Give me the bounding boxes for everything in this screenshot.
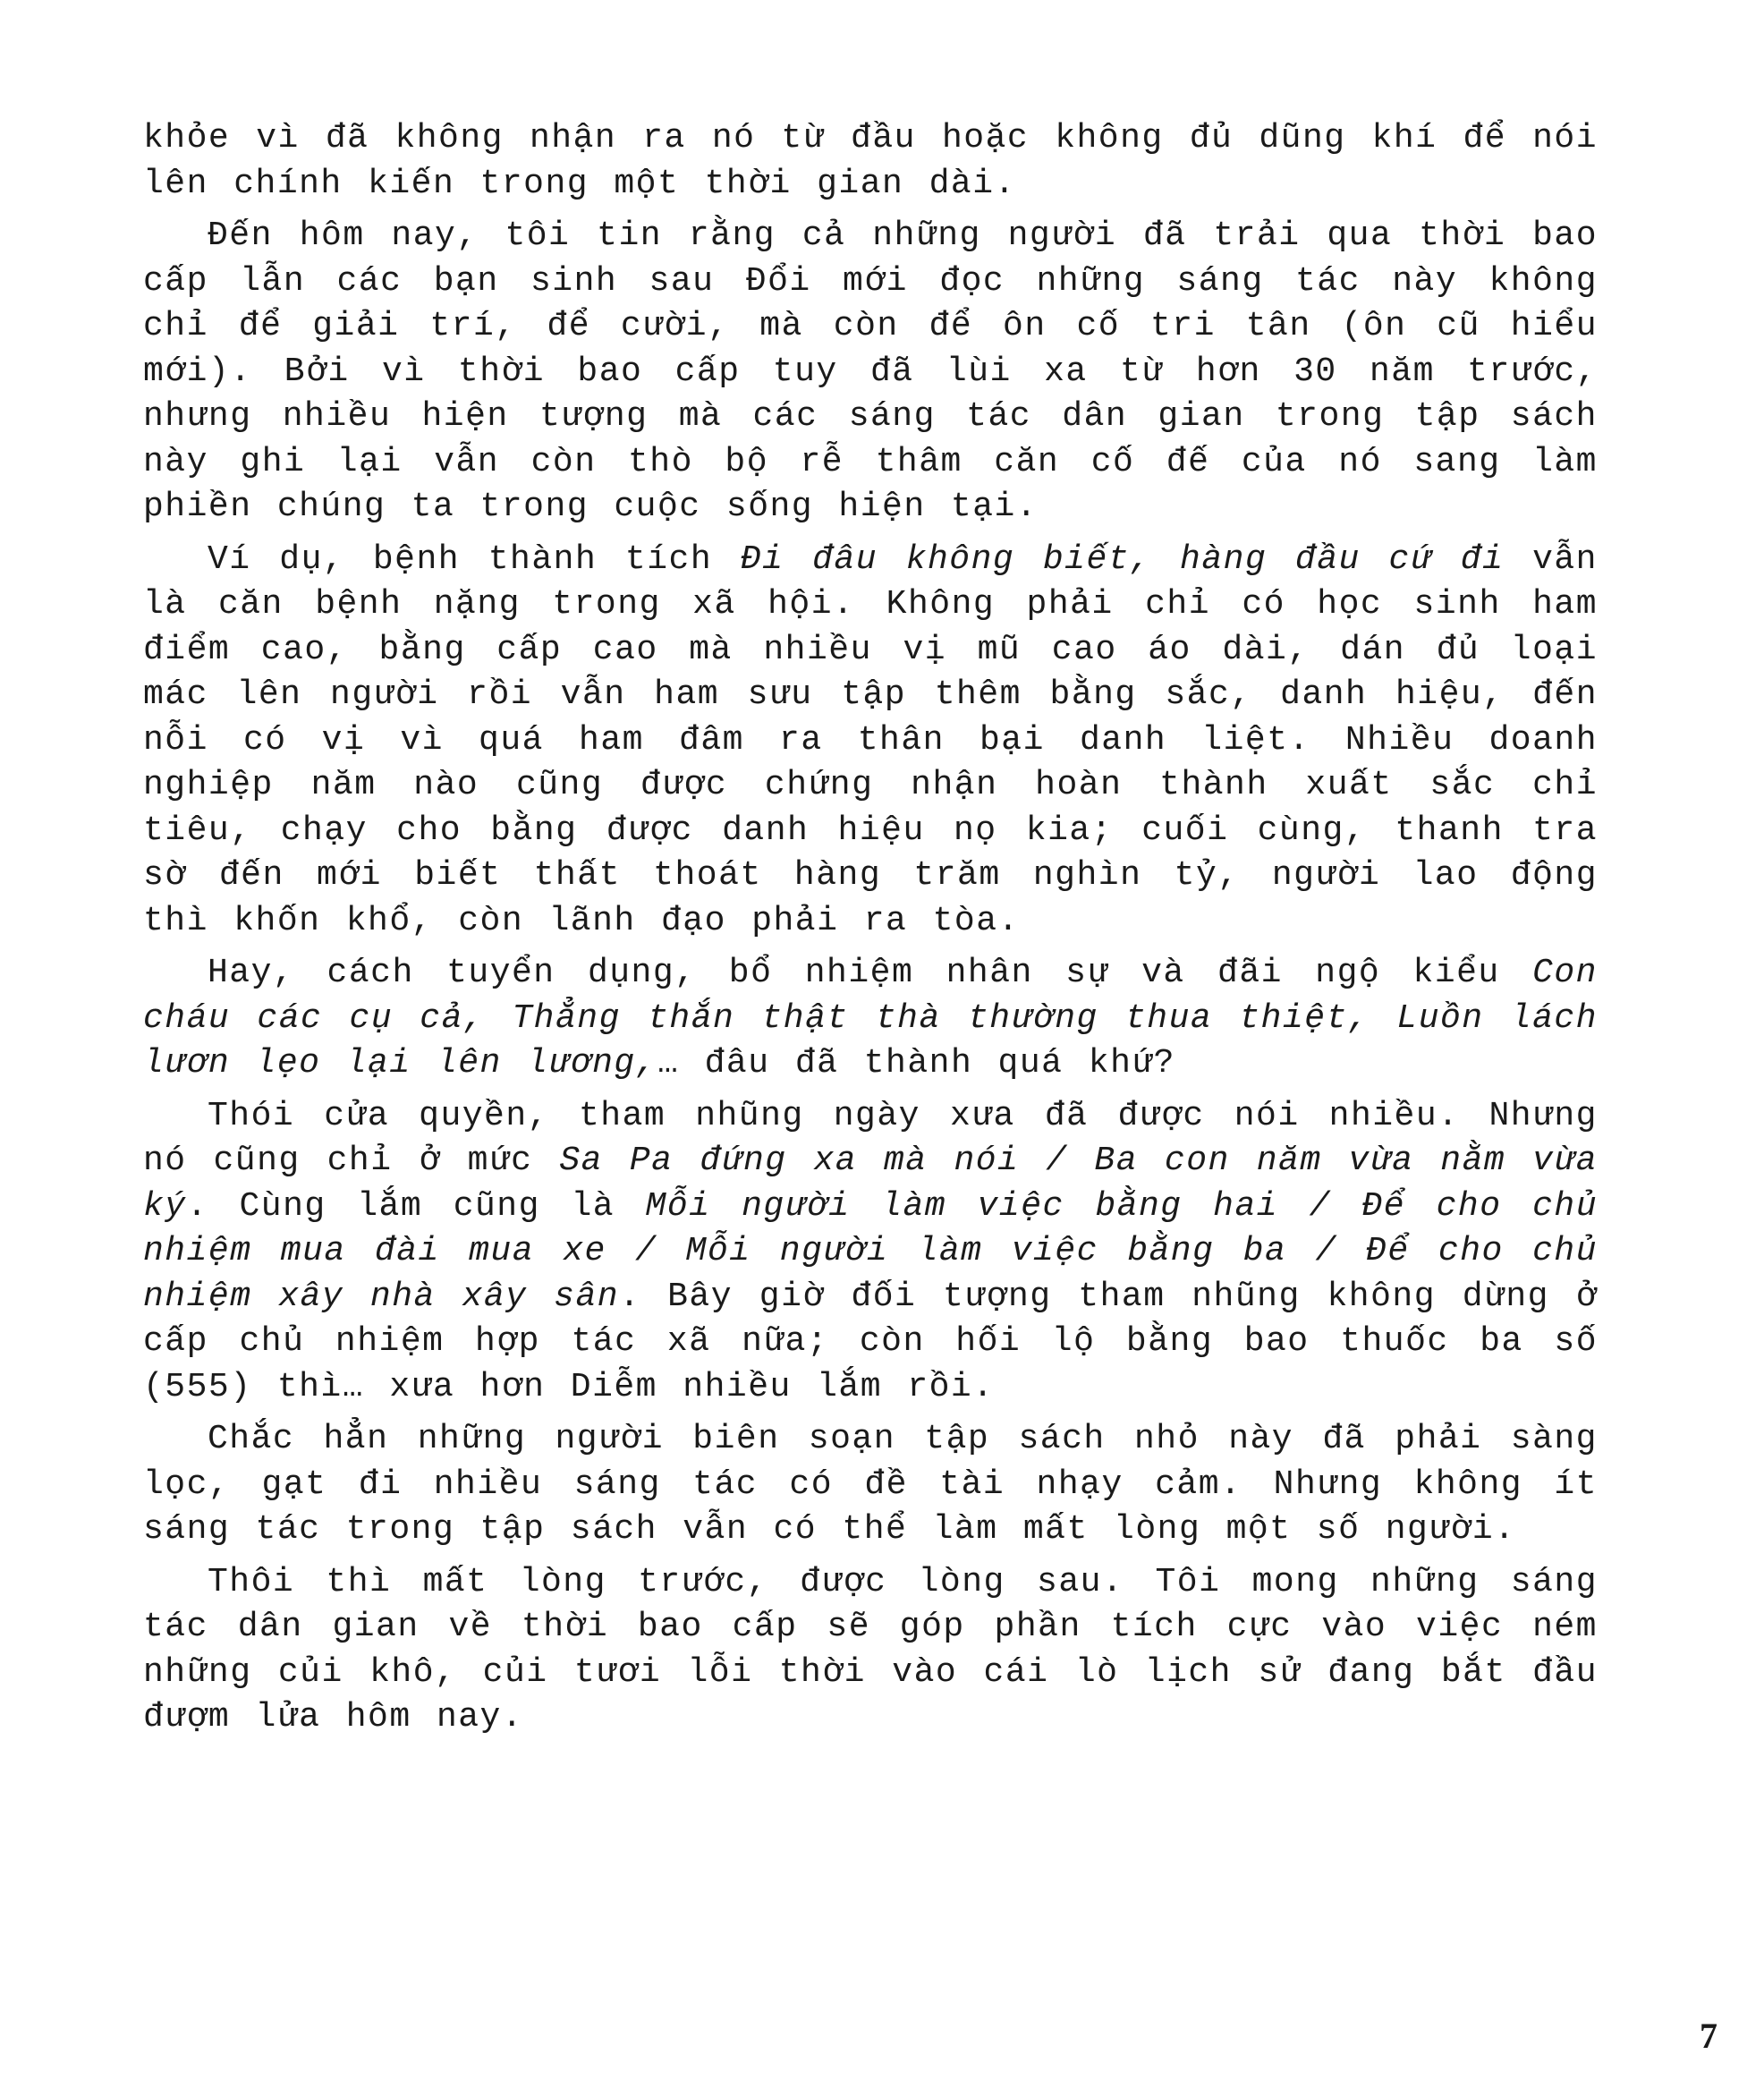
text-span: . Cùng lắm cũng là bbox=[186, 1186, 646, 1226]
text-span: Chắc hẳn những người biên soạn tập sách nhỏ này đã phải sàng lọc, gạt đi nhiều sáng tác có đề tài nhạy cảm. Nhưng không ít sáng tác trong tập sách vẫn có thể làm mất lòng một số người. bbox=[143, 1420, 1598, 1549]
text-span: . Bây giờ đối tượng tham nhũng không dừng ở cấp chủ nhiệm hợp tác xã nữa; còn hối lộ bằng bao thuốc ba số (555) thì… xưa hơn Diễm nhiều lắm rồi. bbox=[143, 1277, 1598, 1406]
text-span: khỏe vì đã không nhận ra nó từ đầu hoặc không đủ dũng khí để nói lên chính kiến trong một thời gian dài. bbox=[143, 119, 1598, 203]
paragraph-5 bbox=[143, 1417, 1598, 1553]
italic-quote: Con cháu các cụ cả, Thẳng thắn thật thà thường thua thiệt, Luồn lách lươn lẹo lại lên lương, bbox=[143, 954, 1598, 1082]
text-span: Hay, cách tuyển dụng, bổ nhiệm nhân sự và đãi ngộ kiểu bbox=[208, 954, 1533, 992]
italic-quote: Mỗi người làm việc bằng hai / Để cho chủ nhiệm mua đài mua xe / Mỗi người làm việc bằng ba / Để cho chủ nhiệm xây nhà xây sân bbox=[143, 1186, 1598, 1316]
text-span: … đâu đã thành quá khứ? bbox=[657, 1044, 1175, 1082]
body-text bbox=[143, 116, 1598, 1748]
paragraph-2 bbox=[143, 538, 1598, 945]
paragraph-0 bbox=[143, 116, 1598, 207]
italic-quote: Đi đâu không biết, hàng đầu cứ đi bbox=[740, 539, 1505, 579]
page-number: 7 bbox=[1700, 2016, 1717, 2056]
paragraph-6 bbox=[143, 1560, 1598, 1741]
text-span: Thôi thì mất lòng trước, được lòng sau. Tôi mong những sáng tác dân gian về thời bao cấp sẽ góp phần tích cực vào việc ném những củi khô, củi tươi lỗi thời vào cái lò lịch sử đang bắt đầu đượm lửa hôm nay. bbox=[143, 1562, 1598, 1736]
text-span: Đến hôm nay, tôi tin rằng cả những người đã trải qua thời bao cấp lẫn các bạn sinh sau Đổi mới đọc những sáng tác này không chỉ để giải trí, để cười, mà còn để ôn cố tri tân (ôn cũ hiểu mới). Bởi vì thời bao cấp tuy đã lùi xa từ hơn 30 năm trước, nhưng nhiều hiện tượng mà các sáng tác dân gian trong tập sách này ghi lại vẫn còn thò bộ rễ thâm căn cố đế của nó sang làm phiền chúng ta trong cuộc sống hiện tại. bbox=[143, 216, 1598, 526]
text-span: Ví dụ, bệnh thành tích bbox=[208, 539, 741, 579]
paragraph-3 bbox=[143, 951, 1598, 1087]
italic-quote: Sa Pa đứng xa mà nói / Ba con năm vừa nằm vừa ký bbox=[143, 1142, 1599, 1226]
paragraph-1 bbox=[143, 214, 1598, 531]
paragraph-4 bbox=[143, 1094, 1598, 1411]
text-span: Thói cửa quyền, tham nhũng ngày xưa đã được nói nhiều. Nhưng nó cũng chỉ ở mức bbox=[143, 1096, 1598, 1180]
text-span: vẫn là căn bệnh nặng trong xã hội. Không phải chỉ có học sinh ham điểm cao, bằng cấp cao mà nhiều vị mũ cao áo dài, dán đủ loại mác lên người rồi vẫn ham sưu tập thêm bằng sắc, danh hiệu, đến nỗi có vị vì quá ham đâm ra thân bại danh liệt. Nhiều doanh nghiệp năm nào cũng được chứng nhận hoàn thành xuất sắc chỉ tiêu, chạy cho bằng được danh hiệu nọ kia; cuối cùng, thanh tra sờ đến mới biết thất thoát hàng trăm nghìn tỷ, người lao động thì khốn khổ, còn lãnh đạo phải ra tòa. bbox=[143, 539, 1598, 940]
